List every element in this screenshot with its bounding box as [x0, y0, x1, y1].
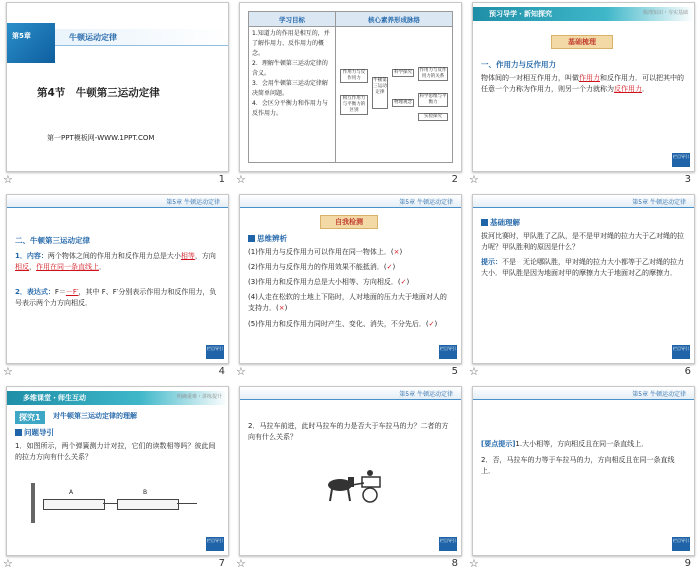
judge-item	[248, 277, 453, 288]
chapter-title: 牛顿运动定律	[69, 33, 117, 42]
chapter-tag: 第5章 牛顿运动定律	[632, 391, 686, 398]
slide-number: 8	[451, 558, 458, 569]
question-text: 2．马拉车前进，此时马拉车的力是否大于车拉马的力？二者的方向有什么关系？	[248, 422, 449, 441]
banner-text: 多维课堂・师生互动	[23, 394, 86, 402]
item-label: 1．内容：	[15, 252, 48, 260]
back-button[interactable]: 栏目导引	[439, 345, 457, 359]
slide-thumbnail[interactable]	[472, 386, 695, 556]
slide-cell-4[interactable]	[0, 192, 233, 384]
goal-item: 2．理解牛顿第三运动定律的含义。	[252, 60, 328, 77]
answer-label: [要点提示]	[481, 440, 516, 448]
judge-mark: ×	[278, 304, 285, 312]
box-title: 基础梳理	[551, 35, 613, 49]
goal-item: 4．会区分平衡力和作用力与反作用力。	[252, 100, 328, 117]
slide-number: 7	[218, 558, 225, 569]
slide-number: 2	[451, 174, 458, 185]
judge-text: (1)作用力与反作用力可以作用在同一物体上．(	[248, 248, 394, 256]
definition-text	[481, 73, 686, 95]
section-heading: 二、牛顿第三运动定律	[15, 236, 90, 245]
text-segment: ，	[29, 263, 36, 271]
question-text: 拔河比赛时，甲队胜了乙队，是不是甲对绳的拉力大于乙对绳的拉力呢？甲队胜利的原因是什么？	[481, 232, 684, 251]
slide-thumbnail[interactable]	[6, 386, 229, 556]
hint-label: 提示：	[481, 258, 502, 266]
judge-text: )	[392, 263, 396, 271]
slide-cell-3[interactable]	[466, 0, 699, 192]
slide-footer	[233, 172, 466, 190]
slide-footer	[233, 556, 466, 574]
table-header-goals: 学习目标	[249, 12, 336, 27]
subheading	[15, 427, 54, 438]
star-icon[interactable]: ☆	[469, 557, 479, 570]
banner-subtitle: 明确重难・讲练提升	[176, 394, 222, 400]
goal-item: 3．会用牛顿第三运动定律解决简单问题。	[252, 80, 328, 97]
chapter-tag: 第5章 牛顿运动定律	[399, 199, 453, 206]
text-segment: ，其中 F、F′分别表示作用力和反作用力，负号表示两个力方向相反．	[15, 288, 217, 307]
back-button[interactable]: 栏目导引	[672, 537, 690, 551]
answer-blank: 作用力	[579, 74, 600, 82]
answer-blank: 反作用力	[614, 85, 642, 93]
slide-footer	[0, 556, 233, 574]
judge-mark: ✓	[428, 320, 435, 328]
answer-text: 1.大小相等，方向相反且在同一条直线上．	[515, 440, 649, 448]
label-a: A	[69, 489, 74, 496]
star-icon[interactable]: ☆	[3, 365, 13, 378]
bullet-square-icon	[15, 429, 22, 436]
slide-number: 6	[684, 366, 691, 377]
slide-thumbnail[interactable]	[6, 2, 229, 172]
slide-footer	[466, 556, 699, 574]
judge-item	[248, 292, 453, 314]
explore-title: 对牛顿第三运动定律的理解	[53, 412, 137, 420]
spring-scale-a	[43, 499, 105, 510]
bullet-square-icon	[481, 219, 488, 226]
text-segment: 和反作用力．可以把其中的任意一个力称为作用力，则另一个力就称为	[481, 74, 684, 93]
judge-text: (3)作用力和反作用力总是大小相等、方向相反．(	[248, 278, 401, 286]
goal-item: 1.知道力的作用是相互的，并了解作用力、反作用力的概念。	[252, 30, 330, 57]
slide-cell-9[interactable]	[466, 384, 699, 576]
slide-number: 1	[218, 174, 225, 185]
judge-text: )	[406, 278, 410, 286]
slide-thumbnail[interactable]	[239, 2, 462, 172]
goals-cell	[249, 27, 336, 163]
back-button[interactable]: 栏目导引	[439, 537, 457, 551]
star-icon[interactable]: ☆	[469, 365, 479, 378]
slide-footer	[0, 364, 233, 382]
slide-number: 9	[684, 558, 691, 569]
website-text: 第一PPT模板网-WWW.1PPT.COM	[47, 134, 155, 142]
item-label: 2．表达式：	[15, 288, 55, 296]
slide-number: 5	[451, 366, 458, 377]
goals-table	[248, 11, 453, 163]
slide-thumbnail[interactable]	[239, 386, 462, 556]
answer-blank: 相等	[180, 252, 195, 260]
slide-thumbnail[interactable]	[472, 2, 695, 172]
chapter-badge-text: 第5章	[12, 32, 31, 40]
bullet-square-icon	[248, 235, 255, 242]
wall-post	[31, 483, 35, 523]
slide-cell-5[interactable]	[233, 192, 466, 384]
explore-label: 探究1	[15, 411, 45, 424]
slide-footer	[233, 364, 466, 382]
answer-blank: －F′	[65, 288, 79, 296]
mindmap-node: 科学思维与平衡力	[419, 94, 447, 105]
slide-thumbnail[interactable]	[6, 194, 229, 364]
judge-text: )	[399, 248, 403, 256]
slide-cell-1[interactable]	[0, 0, 233, 192]
answer-blank: 相反	[15, 263, 29, 271]
law-formula	[15, 287, 220, 309]
judge-text: (2)作用力与反作用力的作用效果不能抵消．(	[248, 263, 387, 271]
slide-cell-6[interactable]	[466, 192, 699, 384]
slide-footer	[466, 364, 699, 382]
judge-mark: ✓	[386, 263, 393, 271]
answer-line	[481, 439, 686, 450]
judge-text: )	[434, 320, 438, 328]
chapter-tag: 第5章 牛顿运动定律	[166, 199, 220, 206]
mindmap-node: 科学探究	[394, 70, 412, 75]
hook-link	[103, 503, 117, 504]
subheading-text: 思维辨析	[257, 234, 287, 243]
formula: F＝	[54, 288, 66, 296]
subheading	[481, 217, 520, 228]
slide-thumbnail[interactable]	[239, 194, 462, 364]
banner-subtitle: 梳理知识・夯实基础	[642, 10, 688, 16]
mindmap-node: 物理观念	[394, 100, 412, 105]
star-icon[interactable]: ☆	[236, 173, 246, 186]
hint-text	[481, 257, 686, 279]
text-segment: 物体间的一对相互作用力，叫做	[481, 74, 579, 82]
chapter-tag: 第5章 牛顿运动定律	[399, 391, 453, 398]
answer-blank: 作用在同一条直线上	[36, 263, 99, 271]
judge-text: )	[284, 304, 288, 312]
subheading-text: 基础理解	[490, 218, 520, 227]
slide-number: 3	[684, 174, 691, 185]
spring-scale-b	[117, 499, 179, 510]
star-icon[interactable]: ☆	[469, 173, 479, 186]
mindmap-node: 作用力与反作用力的关系	[419, 68, 447, 79]
back-button[interactable]: 栏目导引	[672, 153, 690, 167]
section-heading: 一、作用力与反作用力	[481, 60, 556, 69]
horse-cart-illustration	[318, 467, 388, 507]
judge-text: (4)人走在松软的土地上下陷时，人对地面的压力大于地面对人的支持力．(	[248, 293, 447, 312]
mindmap-cell	[336, 27, 453, 163]
back-button[interactable]: 栏目导引	[206, 345, 224, 359]
mindmap-node: 相互作用力与平衡力的区别	[340, 95, 368, 115]
mindmap-node: 牛顿第三运动定律	[372, 77, 388, 109]
judge-item	[248, 262, 453, 273]
star-icon[interactable]: ☆	[3, 557, 13, 570]
subheading-text: 问题导引	[24, 428, 54, 437]
text-segment: 两个物体之间的作用力和反作用力总是大小	[47, 252, 181, 260]
mindmap-node: 实验探究	[418, 113, 448, 121]
banner-text: 预习导学・新知探究	[489, 10, 552, 18]
judge-mark: ×	[393, 248, 400, 256]
star-icon[interactable]: ☆	[3, 173, 13, 186]
slide-cell-8[interactable]	[233, 384, 466, 576]
answer-text: 2．否，马拉车的力等于车拉马的力，方向相反且在同一条直线上．	[481, 456, 675, 475]
mindmap-node: 作用力与反作用力	[340, 69, 368, 83]
judge-item	[248, 319, 453, 330]
judge-mark: ✓	[400, 278, 407, 286]
slide-footer	[0, 172, 233, 190]
label-b: B	[143, 489, 148, 496]
slide-footer	[466, 172, 699, 190]
pull-string	[177, 503, 197, 504]
law-content	[15, 251, 220, 273]
slide-cell-2[interactable]	[233, 0, 466, 192]
text-segment: ．	[99, 263, 106, 271]
back-button[interactable]: 栏目导引	[206, 537, 224, 551]
star-icon[interactable]: ☆	[236, 365, 246, 378]
box-title: 自我检测	[320, 215, 378, 229]
text-segment: ，方向	[194, 252, 216, 260]
chapter-tag: 第5章 牛顿运动定律	[632, 199, 686, 206]
judge-text: (5)作用力和反作用力同时产生、变化、消失，不分先后．(	[248, 320, 429, 328]
slide-number: 4	[218, 366, 225, 377]
text-segment: ．	[642, 85, 649, 93]
chapter-title-band	[55, 29, 228, 46]
section-title: 第4节 牛顿第三运动定律	[37, 87, 160, 99]
star-icon[interactable]: ☆	[236, 557, 246, 570]
hint-body: 不是 无论哪队胜，甲对绳的拉力大小都等于乙对绳的拉力大小．甲队胜是因为地面对甲的摩擦力大于地面对乙的摩擦力．	[481, 258, 684, 277]
slide-cell-7[interactable]	[0, 384, 233, 576]
judge-item	[248, 247, 453, 258]
chapter-badge	[7, 23, 55, 63]
slide-thumbnail[interactable]	[472, 194, 695, 364]
subheading	[248, 233, 287, 244]
question-text: 1．如图所示，两个弹簧测力计对拉，它们的读数相等吗？彼此间的拉力方向有什么关系？	[15, 442, 216, 461]
table-header-literacy: 核心素养形成脉络	[336, 12, 453, 27]
back-button[interactable]: 栏目导引	[672, 345, 690, 359]
